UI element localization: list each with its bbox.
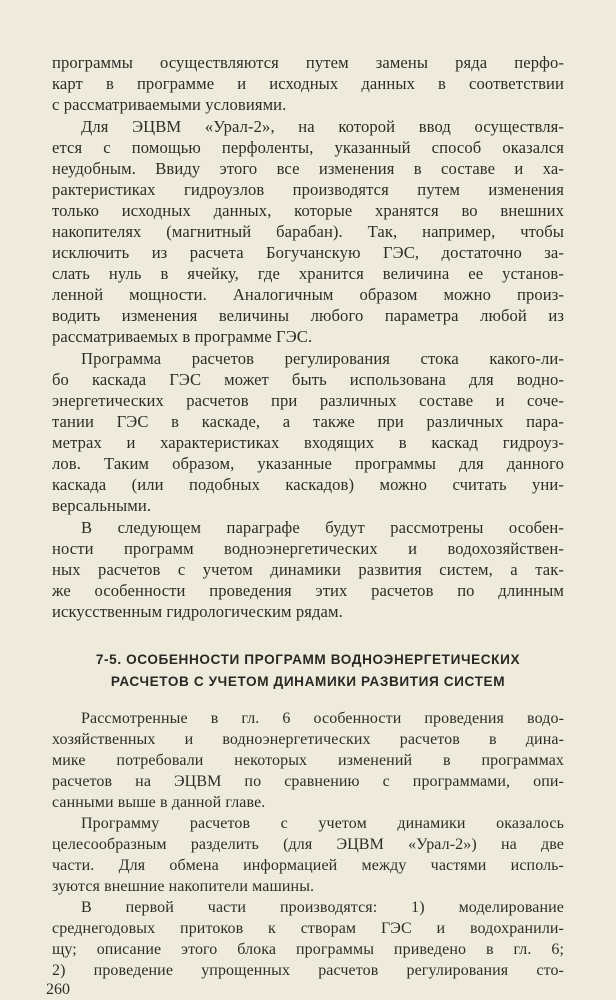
text-line: ется с помощью перфоленты, указанный способ оказался bbox=[52, 138, 564, 157]
text-line: Для ЭЦВМ «Урал-2», на которой ввод осуществля- bbox=[81, 117, 564, 136]
text-line: части. Для обмена информацией между частями исполь- bbox=[52, 857, 564, 874]
text-line: исключить из расчета Богучанскую ГЭС, достаточно за- bbox=[52, 243, 564, 262]
text-line: Программа расчетов регулирования стока какого-ли- bbox=[81, 349, 564, 368]
text-line: накопителях (магнитный барабан). Так, например, чтобы bbox=[52, 222, 564, 241]
text-line: только исходных данных, которые хранятся во внешних bbox=[52, 201, 564, 220]
text-line: искусственным гидрологическим рядам. bbox=[52, 602, 343, 621]
text-line: зуются внешние накопители машины. bbox=[52, 878, 315, 895]
text-line: среднегодовых притоков к створам ГЭС и водохранили- bbox=[52, 920, 564, 937]
text-line: В следующем параграфе будут рассмотрены особен- bbox=[81, 518, 564, 537]
text-line: 2) проведение упрощенных расчетов регулирования сто- bbox=[52, 962, 564, 979]
text-line: карт в программе и исходных данных в соответствии bbox=[52, 74, 564, 93]
text-line: версальными. bbox=[52, 496, 152, 515]
text-line: расчетов на ЭЦВМ по сравнению с программами, опи- bbox=[52, 773, 564, 790]
text-line: с рассматриваемыми условиями. bbox=[52, 95, 287, 114]
section-heading-line-1: 7-5. ОСОБЕННОСТИ ПРОГРАММ ВОДНОЭНЕРГЕТИЧЕСКИХ bbox=[95, 652, 521, 667]
text-line: лов. Таким образом, указанные программы для данного bbox=[52, 454, 564, 473]
text-line: водить изменения величины любого параметра любой из bbox=[52, 306, 564, 325]
section-heading-line-2: РАСЧЕТОВ С УЧЕТОМ ДИНАМИКИ РАЗВИТИЯ СИСТЕМ bbox=[110, 674, 506, 689]
text-line: щу; описание этого блока программы приведено в гл. 6; bbox=[52, 941, 564, 958]
text-line: В первой части производятся: 1) моделирование bbox=[81, 899, 564, 916]
text-line: энергетических расчетов при различных составе и соче- bbox=[52, 391, 564, 410]
text-line: рассматриваемых в программе ГЭС. bbox=[52, 327, 313, 346]
text-line: же особенности проведения этих расчетов по длинным bbox=[52, 581, 564, 600]
text-line: тании ГЭС в каскаде, а также при различных пара- bbox=[52, 412, 564, 431]
text-line: санными выше в данной главе. bbox=[52, 794, 266, 811]
text-line: целесообразным разделить (для ЭЦВМ «Урал-2») на две bbox=[52, 836, 564, 853]
page-number: 260 bbox=[46, 981, 70, 998]
text-line: Рассмотренные в гл. 6 особенности проведения водо- bbox=[81, 710, 564, 727]
text-line: метрах и характеристиках входящих в каскад гидроуз- bbox=[52, 433, 564, 452]
text-line: неудобным. Ввиду этого все изменения в составе и ха- bbox=[52, 159, 564, 178]
text-line: рактеристиках гидроузлов производятся путем изменения bbox=[52, 180, 564, 199]
text-line: программы осуществляются путем замены ряда перфо- bbox=[52, 53, 564, 72]
text-line: ности программ водноэнергетических и водохозяйствен- bbox=[52, 539, 564, 558]
text-line: бо каскада ГЭС может быть использована для водно- bbox=[52, 370, 564, 389]
text-line: Программу расчетов с учетом динамики оказалось bbox=[81, 815, 564, 832]
text-line: ленной мощности. Аналогичным образом можно произ- bbox=[52, 285, 564, 304]
text-line: слать нуль в ячейку, где хранится величина ее установ- bbox=[52, 264, 564, 283]
text-line: хозяйственных и водноэнергетических расчетов в дина- bbox=[52, 731, 564, 748]
text-line: ных расчетов с учетом динамики развития систем, а так- bbox=[52, 560, 564, 579]
text-line: мике потребовали некоторых изменений в программах bbox=[52, 752, 564, 769]
text-line: каскада (или подобных каскадов) можно считать уни- bbox=[52, 475, 564, 494]
